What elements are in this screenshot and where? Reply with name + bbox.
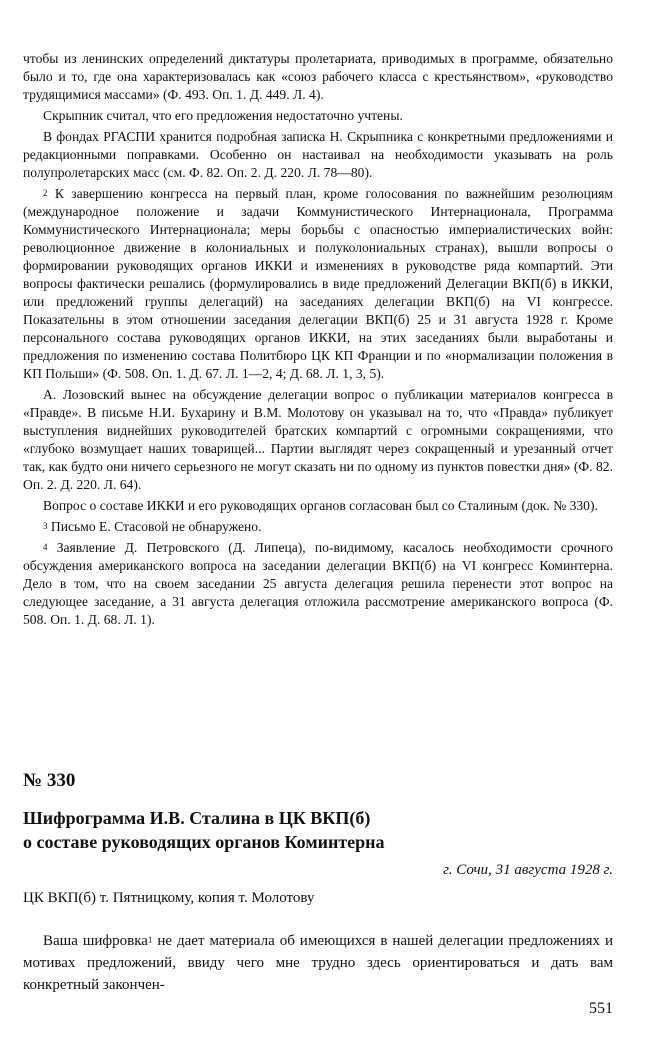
note-paragraph: Вопрос о составе ИККИ и его руководящих органов согласован был со Сталиным (док. № 330). (43, 498, 598, 513)
title-line: Шифрограмма И.В. Сталина в ЦК ВКП(б) (23, 808, 371, 828)
endnotes (23, 50, 613, 632)
dateline: г. Сочи, 31 августа 1928 г. (443, 862, 613, 878)
document-number: № 330 (23, 770, 76, 791)
note-paragraph: В фондах РГАСПИ хранится подробная записка Н. Скрыпника с конкретными предложениями и редакционными поправками. Особенно он настаивал на необходимости указывать на роль полупролетарских масс (см. Ф. 82. Оп. 2. Д. 220. Л. 78—80). (23, 129, 613, 180)
addressee: ЦК ВКП(б) т. Пятницкому, копия т. Молотову (23, 890, 315, 906)
body-text-rest: не дает материала об имеющихся в нашей делегации предложениях и мотивах предложений, ввиду чего мне трудно здесь ориентироваться и дать вам конкретный закончен- (23, 933, 613, 993)
note-paragraph (23, 185, 613, 383)
document-title (23, 806, 613, 854)
note-marker: 3 (43, 521, 48, 531)
body-text-start: Ваша шифровка (43, 933, 148, 949)
note-paragraph: чтобы из ленинских определений диктатуры пролетариата, приводимых в программе, обязательно было и то, где она характеризовалась как «союз рабочего класса с крестьянством», «руководство трудящимися массами» (Ф. 493. Оп. 1. Д. 449. Л. 4). (23, 51, 613, 102)
note-marker: 2 (43, 188, 48, 198)
note-paragraph: Скрыпник считал, что его предложения недостаточно учтены. (43, 108, 403, 123)
note-text: К завершению конгресса на первый план, кроме голосования по важнейшим резолюциям (международное положение и задачи Коммунистического Интернационала, Программа Коммунистического Интернационала; меры борьбы с опасностью империалистических войн: революционное движение в колониальных и полуколониальных странах), вышли вопросы о формировании руководящих органов ИККИ и изменениях в руководстве ряда компартий. Эти вопросы фактически решались (формулировались в виде предложений Делегации ВКП(б) в ИККИ, или предложений группы делегаций) на заседаниях делегации ВКП(б) на VI конгрессе. Показательны в этом отношении заседания делегации ВКП(б) 25 и 31 августа 1928 г. Кроме персонального состава руководящих органов ИККИ, на этих заседаниях были выработаны и предложения по изменению состава Политбюро ЦК КП Франции и по «нормализации положения в КП Польши» (Ф. 508. Оп. 1. Д. 67. Л. 1—2, 4; Д. 68. Л. 1, 3, 5). (23, 186, 614, 381)
document-body (23, 930, 613, 996)
note-text: Заявление Д. Петровского (Д. Липеца), по-видимому, касалось необходимости срочного обсуждения американского вопроса на заседании делегации ВКП(б) на VI конгресс Коминтерна. Дело в том, что на своем заседании 25 августа делегация решила перенести этот вопрос на следующее заседание, а 31 августа делегация отложила рассмотрение американского вопроса (Ф. 508. Оп. 1. Д. 68. Л. 1). (23, 540, 613, 627)
note-paragraph: А. Лозовский вынес на обсуждение делегации вопрос о публикации материалов конгресса в «Правде». В письме Н.И. Бухарину и В.М. Молотову он указывал на то, что «Правда» публикует выступления виднейших руководителей братских компартий с огромными сокращениями, что «глубоко возмущает наших товарищей... Партии выглядят через сокращенный и урезанный отчет так, как будто они ничего серьезного не могут сказать ни по одному из пунктов повестки дня» (Ф. 82. Оп. 2. Д. 220. Л. 64). (23, 387, 613, 492)
note-paragraph (23, 539, 613, 629)
note-marker: 4 (43, 542, 48, 552)
note-paragraph (23, 518, 613, 536)
note-text: Письмо Е. Стасовой не обнаружено. (50, 519, 262, 534)
page-number: 551 (589, 1000, 613, 1017)
footnote-marker: 1 (147, 935, 153, 945)
title-line: о составе руководящих органов Коминтерна (23, 832, 385, 852)
